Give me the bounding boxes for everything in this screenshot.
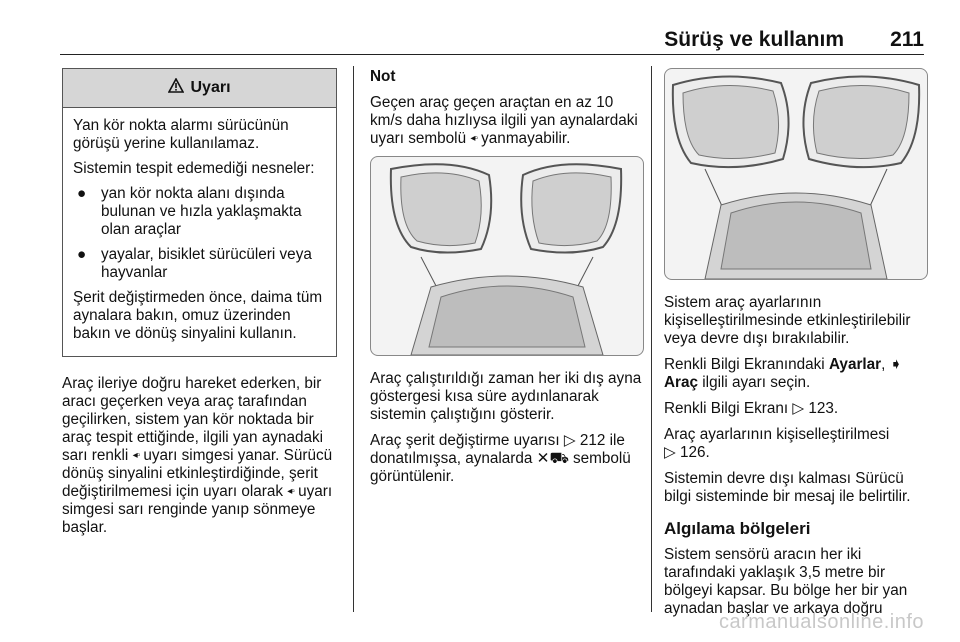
watermark: carmanualsonline.info: [718, 611, 924, 633]
blind-spot-icon: ◂▫: [287, 486, 294, 497]
body-paragraph: Araç ayarlarının kişiselleştirilmesi ▷ 126.: [664, 426, 890, 461]
warning-text: Şerit değiştirmeden önce, daima tüm aynalara bakın, omuz üzerinden bakın ve dönüş sinyalini kullanın.: [73, 289, 323, 342]
page-ref-icon: ▷: [664, 444, 676, 461]
page-header-title: Sürüş ve kullanım: [664, 28, 844, 51]
page-ref-link[interactable]: 212: [579, 432, 606, 449]
page-ref-icon: ▷: [792, 400, 805, 417]
page-number: 211: [890, 28, 924, 51]
column-3: [664, 68, 926, 626]
warning-bullet: ● yayalar, bisiklet sürücüleri veya hayvanlar: [77, 246, 312, 281]
warning-text: Sistemin tespit edemediği nesneler:: [73, 160, 315, 177]
column-2: [370, 68, 642, 494]
warning-text: Yan kör nokta alarmı sürücünün görüşü yerine kullanılamaz.: [73, 117, 289, 152]
blind-spot-icon: ◂▫: [470, 133, 477, 144]
body-paragraph: Araç çalıştırıldığı zaman her iki dış ayna göstergesi kısa süre aydınlanarak sistemin çalıştığını gösterir.: [370, 370, 642, 423]
warning-title: Uyarı: [190, 79, 231, 96]
menu-arrow-icon: ➧: [889, 356, 903, 373]
body-paragraph: Sistem sensörü aracın her iki tarafındaki yaklaşık 3,5 metre bir bölgeyi kapsar. Bu bölge her bir yan aynadan başlar ve arkaya doğru: [664, 546, 908, 617]
lane-change-icon: ✕⛟: [536, 450, 569, 467]
warning-bullet: ● yan kör nokta alanı dışında bulunan ve hızla yaklaşmakta olan araçlar: [77, 185, 302, 238]
column-1: [62, 68, 337, 545]
body-paragraph: Sistem araç ayarlarının kişiselleştirilmesinde etkinleştirilebilir veya devre dışı bırakılabilir.: [664, 294, 911, 347]
mirror-figure-2: [664, 68, 928, 280]
body-paragraph: Renkli Bilgi Ekranındaki Ayarlar, ➧ Araç ilgili ayarı seçin.: [664, 356, 903, 391]
blind-spot-icon: ◂▫: [132, 450, 140, 461]
column-divider-2: [651, 66, 652, 612]
warning-header: [63, 69, 336, 108]
note-text: Geçen araç geçen araçtan en az 10 km/s daha hızlıysa ilgili yan aynalardaki uyarı sembolü ◂▫ yanmayabilir.: [370, 94, 638, 147]
warning-triangle-icon: [168, 78, 184, 98]
body-paragraph: Araç ileriye doğru hareket ederken, bir aracı geçerken veya araç tarafından geçilirken, sistem yan kör noktada bir araç tespit ettiğinde, ilgili yan aynadaki sarı renkli ◂▫ uyarı simgesi yanar. Sürücü dönüş sinyalini etkinleştirdiğinde, şerit değiştirilmemesi için uyarı olarak ◂▫ uyarı simgesi sarı renginde yanıp sönmeye başlar.: [62, 375, 333, 536]
body-paragraph: Renkli Bilgi Ekranı ▷ 123.: [664, 400, 839, 417]
mirror-figure-1: [370, 156, 644, 356]
body-paragraph: Araç şerit değiştirme uyarısı ▷ 212 ile donatılmışsa, aynalarda ✕⛟ sembolü görüntülenir.: [370, 432, 631, 485]
page-ref-link[interactable]: 126.: [680, 444, 710, 461]
menu-item-vehicle: Araç: [664, 374, 699, 391]
menu-item-settings: Ayarlar: [828, 356, 882, 373]
page-header: [60, 20, 924, 55]
warning-box: [62, 68, 337, 357]
column-divider-1: [353, 66, 354, 612]
body-paragraph: Sistemin devre dışı kalması Sürücü bilgi sisteminde bir mesaj ile belirtilir.: [664, 470, 911, 505]
page-ref-link[interactable]: 123.: [808, 400, 839, 417]
page-ref-icon: ▷: [563, 432, 576, 449]
section-heading: Algılama bölgeleri: [664, 519, 811, 538]
note-title: Not: [370, 68, 396, 85]
